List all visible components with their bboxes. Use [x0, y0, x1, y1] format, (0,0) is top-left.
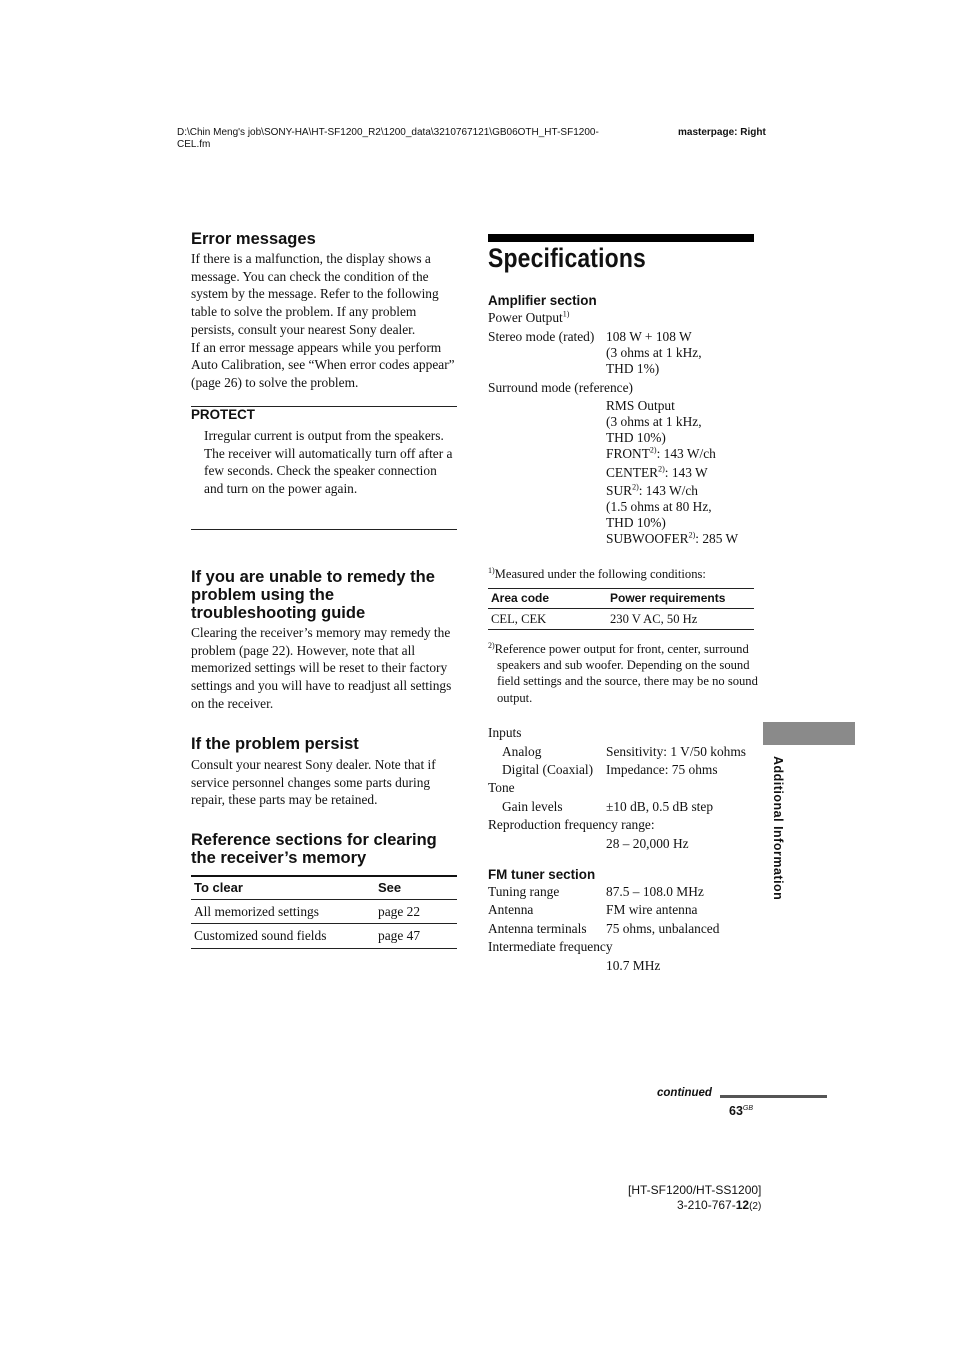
gain-value: ±10 dB, 0.5 dB step	[606, 799, 714, 814]
footnote1	[488, 566, 754, 582]
front-val: : 143 W/ch	[656, 446, 716, 461]
center-val: : 143 W	[664, 465, 708, 480]
footnote2	[488, 641, 763, 706]
footnote2-marker: 2)	[632, 482, 639, 492]
fm-heading: FM tuner section	[488, 867, 596, 882]
error-messages-text	[191, 250, 457, 392]
part-code-bold: 12	[735, 1198, 750, 1212]
stereo-val1: 108 W + 108 W	[606, 329, 692, 344]
if-value: 10.7 MHz	[606, 958, 661, 973]
digital-label: Digital (Coaxial)	[502, 762, 594, 777]
error-messages-title: Error messages	[191, 230, 316, 248]
unable-title: If you are unable to remedy the problem using the troubleshooting guide	[191, 568, 435, 622]
rms-cond1: (3 ohms at 1 kHz,	[606, 414, 702, 429]
error-para2: If an error message appears while you perform Auto Calibration, see “When error codes appear” (page 26) to solve the problem.	[191, 339, 455, 390]
continued-rule	[720, 1095, 827, 1098]
stereo-val2: (3 ohms at 1 kHz,	[606, 345, 702, 360]
side-tab-block	[763, 722, 855, 745]
error-para1: If there is a malfunction, the display shows a message. You can check the condition of the system by the message. Refer to the following table to solve the problem. If any problem persists, consult your nearest Sony dealer.	[191, 251, 439, 337]
specifications-bar	[488, 234, 754, 242]
row-item: Customized sound fields	[194, 928, 327, 943]
specifications-title: Specifications	[488, 243, 646, 273]
footnote1-marker: 1)	[562, 309, 570, 319]
continued-label: continued	[657, 1087, 712, 1099]
masterpage-label: masterpage: Right	[678, 127, 766, 138]
file-path-line1: D:\Chin Meng's job\SONY-HA\HT-SF1200_R2\1200_data\3210767121\GB06OTH_HT-SF1200-	[177, 127, 599, 138]
protect-rule-bottom	[191, 529, 457, 530]
terminals-label: Antenna terminals	[488, 921, 587, 936]
area-table	[488, 588, 754, 630]
model-number: [HT-SF1200/HT-SS1200]	[628, 1183, 762, 1197]
row-see: page 22	[378, 904, 421, 919]
persist-text: Consult your nearest Sony dealer. Note that if service personnel changes some parts during repair, these parts may be retained.	[191, 757, 436, 808]
file-path-line2: CEL.fm	[177, 138, 211, 150]
page-number-sup: GB	[742, 1104, 754, 1112]
part-code	[677, 1198, 761, 1212]
analog-value: Sensitivity: 1 V/50 kohms	[606, 744, 746, 759]
table-row	[191, 923, 457, 949]
antenna-value: FM wire antenna	[606, 902, 698, 917]
area-table-header	[488, 588, 754, 608]
inputs-specs	[488, 724, 758, 854]
front-label: FRONT	[606, 446, 650, 461]
page-number	[729, 1104, 753, 1118]
row-item: All memorized settings	[194, 904, 319, 919]
amplifier-heading: Amplifier section	[488, 293, 597, 308]
inputs-label: Inputs	[488, 725, 522, 740]
front-value	[606, 445, 716, 463]
repro-label: Reproduction frequency range:	[488, 817, 655, 832]
col-power-req: Power requirements	[610, 591, 726, 605]
footnote2-marker: 2)	[688, 530, 696, 540]
reference-table	[191, 875, 457, 949]
digital-value: Impedance: 75 ohms	[606, 762, 718, 777]
reference-title: Reference sections for clearing the receiver’s memory	[191, 831, 437, 867]
amplifier-specs	[488, 309, 758, 549]
part-code-suffix: (2)	[749, 1201, 762, 1212]
analog-label: Analog	[502, 744, 542, 759]
tone-label: Tone	[488, 780, 515, 795]
sur-cond2: THD 10%)	[606, 515, 666, 530]
sur-val: : 143 W/ch	[638, 483, 698, 498]
reference-table-header	[191, 877, 457, 899]
side-tab-label: Additional Information	[771, 756, 785, 901]
tuning-value: 87.5 – 108.0 MHz	[606, 884, 704, 899]
file-path-header	[177, 127, 657, 150]
sub-val: : 285 W	[695, 531, 739, 546]
col-see: See	[378, 880, 402, 895]
protect-text: Irregular current is output from the speakers. The receiver will automatically turn off after a few seconds. Check the speaker connection and turn on the power again.	[204, 428, 453, 497]
repro-value: 28 – 20,000 Hz	[606, 836, 689, 851]
table-row	[488, 608, 754, 630]
if-label: Intermediate frequency	[488, 939, 613, 954]
sur-cond1: (1.5 ohms at 80 Hz,	[606, 499, 712, 514]
part-code-prefix: 3-210-767-	[677, 1198, 736, 1212]
center-value	[606, 464, 708, 482]
footnote2-marker: 2)	[658, 464, 665, 474]
sub-label: SUBWOOFER	[606, 531, 689, 546]
terminals-value: 75 ohms, unbalanced	[606, 921, 720, 936]
antenna-label: Antenna	[488, 902, 534, 917]
footnote2-marker: 2)	[649, 445, 657, 455]
table-row	[191, 899, 457, 923]
surround-label: Surround mode (reference)	[488, 380, 633, 395]
stereo-label: Stereo mode (rated)	[488, 329, 595, 344]
sur-label: SUR	[606, 483, 633, 498]
area-code: CEL, CEK	[491, 612, 547, 626]
page-number-value: 63	[729, 1104, 743, 1118]
footnote2-marker: 2)	[488, 640, 495, 650]
rms-output: RMS Output	[606, 398, 675, 413]
row-see: page 47	[378, 928, 421, 943]
gain-label: Gain levels	[502, 799, 563, 814]
tuning-label: Tuning range	[488, 884, 560, 899]
power-output-label	[488, 309, 569, 327]
fm-specs	[488, 883, 758, 978]
footnote2-text: Reference power output for front, center, surround speakers and sub woofer. Depending on the sound field settings and the source, there may be no sound output.	[494, 642, 758, 705]
footnote1-marker: 1)	[488, 565, 495, 575]
persist-title: If the problem persist	[191, 735, 359, 753]
unable-text: Clearing the receiver’s memory may remedy the problem (page 22). However, note that all memorized settings will be reset to their factory settings and you will have to readjust all settings on the receiver.	[191, 625, 452, 711]
center-label: CENTER	[606, 465, 659, 480]
subwoofer-value	[606, 530, 738, 548]
stereo-val3: THD 1%)	[606, 361, 660, 376]
col-to-clear: To clear	[194, 880, 243, 895]
rms-cond2: THD 10%)	[606, 430, 666, 445]
power-req: 230 V AC, 50 Hz	[610, 612, 698, 626]
footnote1-text: Measured under the following conditions:	[494, 567, 706, 581]
protect-label: PROTECT	[191, 407, 255, 422]
col-area-code: Area code	[491, 591, 550, 605]
power-output-text: Power Output	[488, 310, 563, 325]
